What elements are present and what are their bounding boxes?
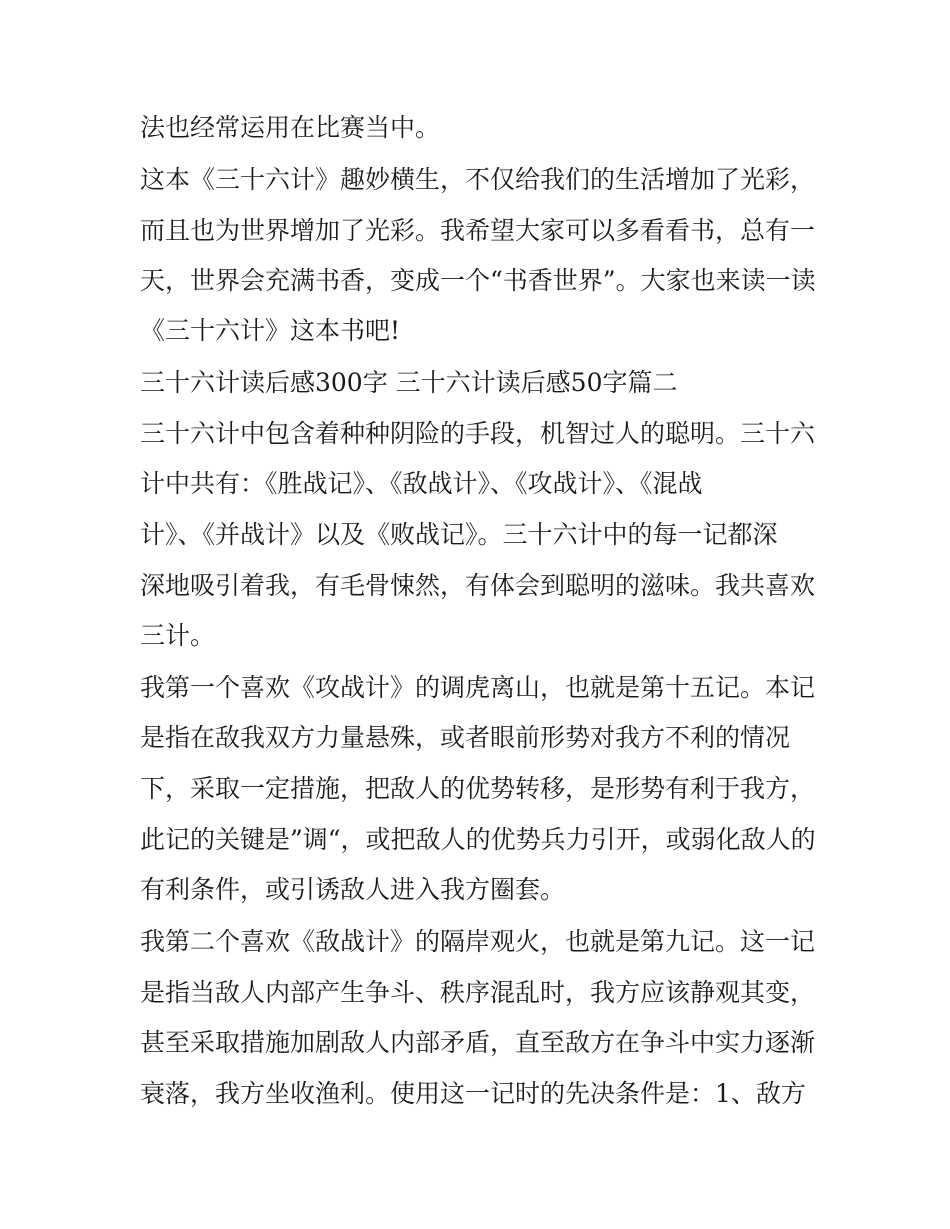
text-line: 深地吸引着我，有毛骨悚然，有体会到聪明的滋味。我共喜欢 xyxy=(140,571,816,600)
text-line: 衰落，我方坐收渔利。使用这一记时的先决条件是：1、敌方 xyxy=(140,1079,806,1108)
text-line: 我第二个喜欢《敌战计》的隔岸观火，也就是第九记。这一记 xyxy=(140,927,816,956)
text-line: 三计。 xyxy=(140,621,216,650)
text-line: 是指当敌人内部产生争斗、秩序混乱时，我方应该静观其变， xyxy=(140,978,816,1007)
text-line: 我第一个喜欢《攻战计》的调虎离山，也就是第十五记。本记 xyxy=(140,673,816,702)
text-line: 计》、《并战计》以及《败战记》。三十六计中的每一记都深 xyxy=(140,520,778,549)
text-line: 是指在敌我双方力量悬殊，或者眼前形势对我方不利的情况 xyxy=(140,723,791,752)
text-line: 这本《三十六计》趣妙横生，不仅给我们的生活增加了光彩， xyxy=(140,165,816,194)
text-line: 天，世界会充满书香，变成一个“书香世界”。大家也来读一读 xyxy=(140,266,816,295)
text-line: 下，采取一定措施，把敌人的优势转移，是形势有利于我方， xyxy=(140,774,816,803)
text-line: 《三十六计》这本书吧! xyxy=(140,316,401,345)
text-line: 有利条件，或引诱敌人进入我方圈套。 xyxy=(140,875,566,904)
text-line: 而且也为世界增加了光彩。我希望大家可以多看看书，总有一 xyxy=(140,216,816,245)
text-line: 计中共有：《胜战记》、《敌战计》、《攻战计》、《混战 xyxy=(140,469,703,498)
text-line: 三十六计中包含着种种阴险的手段，机智过人的聪明。三十六 xyxy=(140,419,816,448)
text-line: 此记的关键是”调“，或把敌人的优势兵力引开，或弱化敌人的 xyxy=(140,825,816,854)
text-line: 法也经常运用在比赛当中。 xyxy=(140,113,441,142)
text-line: 甚至采取措施加剧敌人内部矛盾，直至敌方在争斗中实力逐渐 xyxy=(140,1028,816,1057)
section-heading: 三十六计读后感300字 三十六计读后感50字篇二 xyxy=(140,368,678,397)
